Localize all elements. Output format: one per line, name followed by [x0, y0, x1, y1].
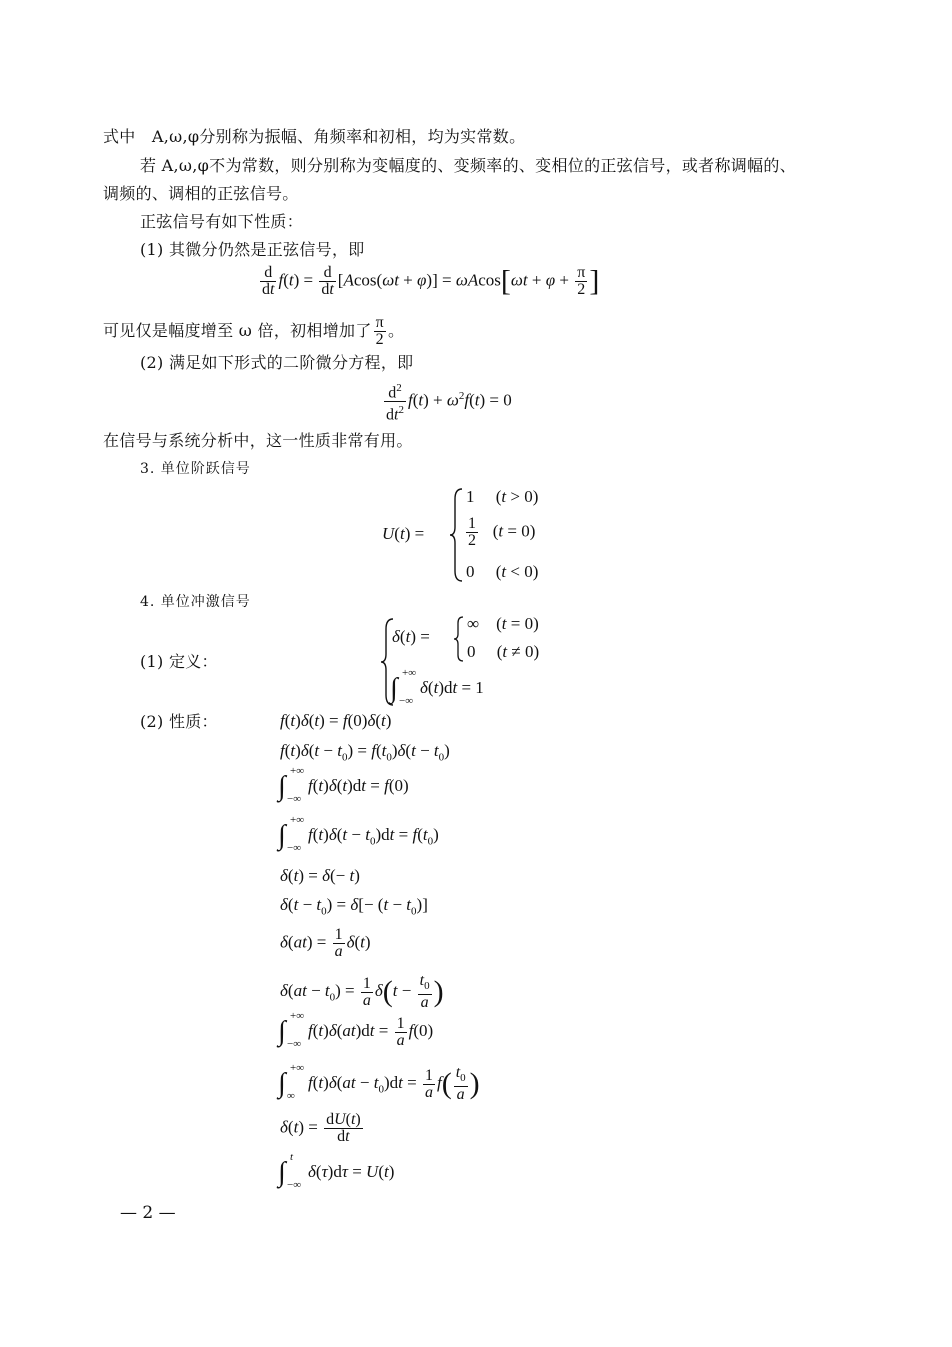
paragraph-property-1: (1) 其微分仍然是正弦信号，即: [140, 240, 365, 259]
property-derivative-of-step: δ(t) = $\frac{dU(t)}{dt}$: [280, 1111, 361, 1145]
impulse-def-lhs: δ(t) =: [392, 627, 430, 646]
property-integral-sifting: ∫ +∞ −∞ f(t)δ(t)dt = f(0): [278, 765, 409, 805]
left-brace-icon: [453, 615, 465, 663]
heading-unit-step: 3. 单位阶跃信号: [140, 461, 251, 477]
property-scaling-shift: $\delta(at - t_0)$ = $\frac{1}{a}$ δ(t − $\frac{t_0}{a}$ ): [280, 972, 444, 1012]
property-sifting-shift: $f(t)\delta(t - t_0) = f(t_0)\delta(t - t_0)$: [280, 741, 450, 764]
property-even-shift: $\delta(t - t_0) = \delta[- (t - t_0)]$: [280, 895, 428, 918]
equation-derivative: $\frac{d}{dt}$ f(t) = $\frac{d}{dt}$ [Acos(ωt + φ)] = ωAcos[ωt + φ + $\frac{\pi}{2}$ ]: [262, 264, 600, 298]
paragraph-usefulness: 在信号与系统分析中，这一性质非常有用。: [103, 431, 413, 450]
unit-step-case-positive: 1 (t > 0): [466, 487, 539, 506]
page-number: — 2 —: [120, 1203, 176, 1223]
paragraph-modulated-line1: 若 A,ω,φ不为常数，则分别称为变幅度的、变频率的、变相位的正弦信号，或者称调幅的、: [140, 156, 796, 175]
property-integral-sifting-shift: ∫ +∞ −∞ $f(t)\delta(t - t_0)dt = f(t_0)$: [278, 814, 439, 854]
label-definition: (1) 定义：: [140, 652, 218, 671]
property-scaling: δ(at) = $\frac{1}{a}$ δ(t): [280, 926, 371, 960]
impulse-case-nonzero: 0 (t ≠ 0): [467, 642, 540, 661]
paragraph-sine-properties: 正弦信号有如下性质：: [140, 212, 304, 231]
unit-step-case-zero: $\frac{1}{2}$ (t = 0): [468, 515, 536, 549]
label-properties: (2) 性质：: [140, 712, 218, 731]
paragraph-property-2: (2) 满足如下形式的二阶微分方程，即: [140, 353, 414, 372]
property-sifting-zero: f(t)δ(t) = f(0)δ(t): [280, 711, 392, 730]
equation-unit-step-lhs: U(t) =: [382, 524, 425, 543]
paragraph-amplitude-increase: 可见仅是幅度增至 ω 倍，初相增加了 $\frac{\pi}{2}$ 。: [103, 314, 405, 348]
heading-unit-impulse: 4. 单位冲激信号: [140, 594, 251, 610]
equation-second-order: $\frac{d^2}{dt^2}$ $f(t) + \omega^2f(t) = 0$: [386, 382, 512, 424]
property-running-integral: ∫ t −∞ δ(τ)dτ = U(t): [278, 1151, 395, 1191]
left-brace-icon: [449, 487, 465, 583]
paragraph-modulated-line2: 调频的、调相的正弦信号。: [103, 184, 299, 203]
property-integral-scaling-shift: ∫ +∞ ∞ $f(t)\delta(at - t_0)dt$ = $\frac{1}{a}$ f( $\frac{t_0}{a}$ ): [278, 1062, 480, 1104]
impulse-def-integral: ∫ +∞ −∞ δ(t)dt = 1: [390, 667, 484, 707]
impulse-case-zero: ∞ (t = 0): [467, 614, 539, 633]
unit-step-case-negative: 0 (t < 0): [466, 562, 539, 581]
property-integral-scaling: ∫ +∞ −∞ f(t)δ(at)dt = $\frac{1}{a}$ f(0): [278, 1010, 434, 1050]
property-even: δ(t) = δ(− t): [280, 866, 360, 885]
paragraph-amplitude-definition: 式中 A,ω,φ分别称为振幅、角频率和初相，均为实常数。: [103, 127, 526, 146]
